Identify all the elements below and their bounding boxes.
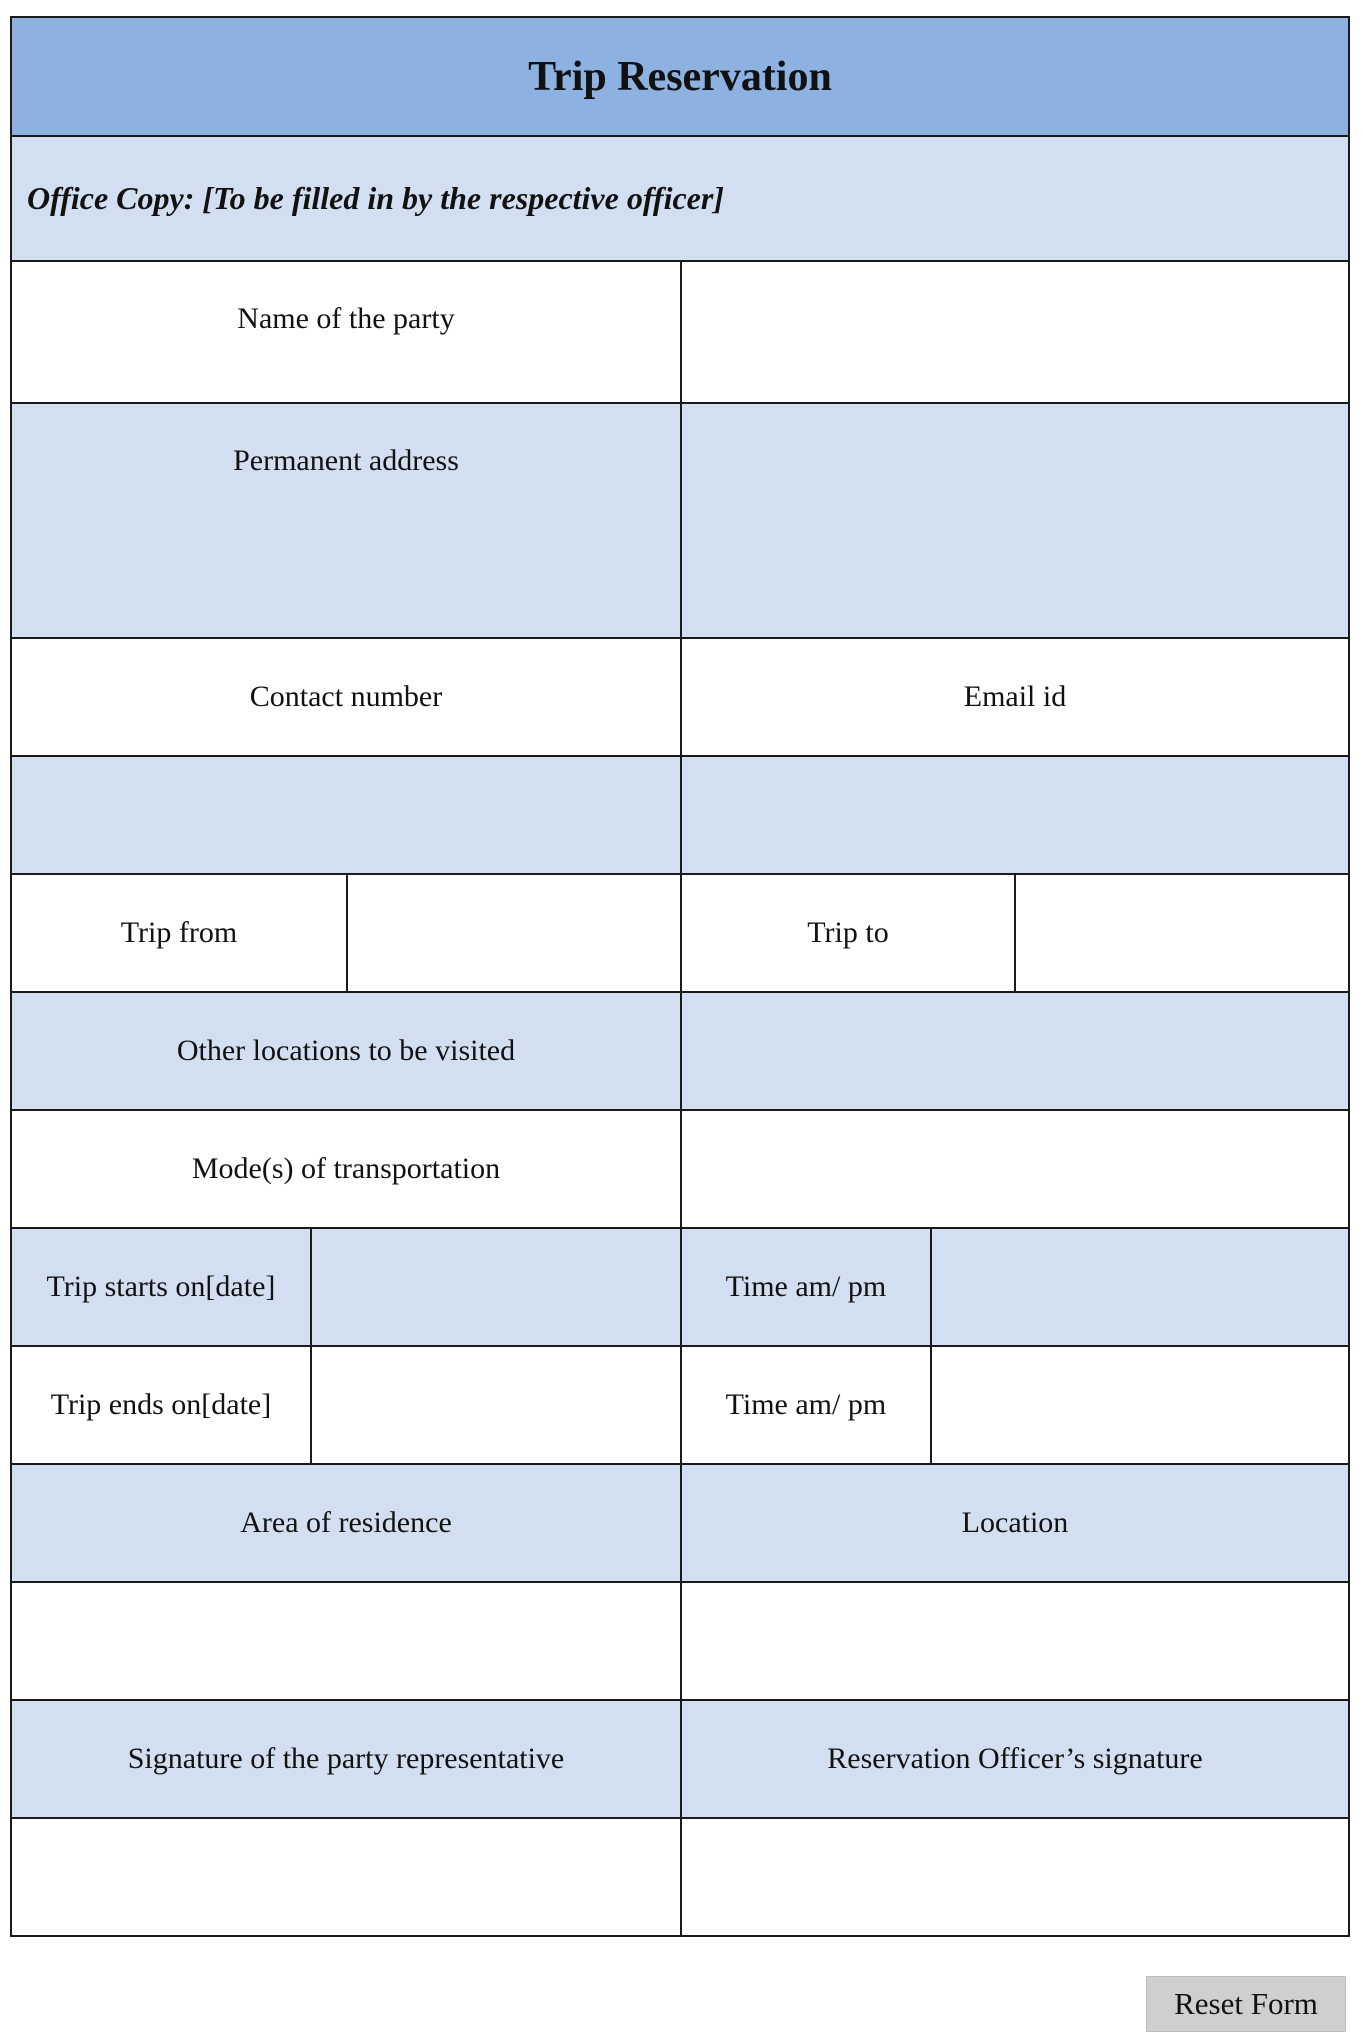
form-title: Trip Reservation bbox=[12, 18, 1348, 135]
trip-starts-label: Trip starts on[date] bbox=[46, 1270, 276, 1303]
end-time-label: Time am/ pm bbox=[680, 1347, 930, 1463]
start-time-label: Time am/ pm bbox=[680, 1229, 930, 1345]
party-signature-field[interactable] bbox=[12, 1819, 680, 1935]
residence-fields-row bbox=[12, 1581, 1348, 1699]
permanent-address-label: Permanent address bbox=[233, 444, 459, 477]
trip-ends-label: Trip ends on[date] bbox=[50, 1388, 272, 1421]
transportation-label: Mode(s) of transportation bbox=[191, 1152, 501, 1185]
residence-labels-row bbox=[12, 1463, 1348, 1581]
trip-from-field[interactable] bbox=[346, 875, 680, 991]
start-time-field[interactable] bbox=[930, 1229, 1348, 1345]
other-locations-field[interactable] bbox=[680, 993, 1348, 1109]
location-field[interactable] bbox=[680, 1583, 1348, 1699]
trip-route-row bbox=[12, 873, 1348, 991]
trip-to-field[interactable] bbox=[1014, 875, 1348, 991]
officer-signature-label: Reservation Officer’s signature bbox=[680, 1701, 1348, 1817]
contact-fields-row bbox=[12, 755, 1348, 873]
trip-ends-date-field[interactable] bbox=[310, 1347, 680, 1463]
officer-signature-field[interactable] bbox=[680, 1819, 1348, 1935]
title-row bbox=[12, 18, 1348, 135]
other-locations-label: Other locations to be visited bbox=[176, 1034, 516, 1067]
signature-labels-row bbox=[12, 1699, 1348, 1817]
transportation-row bbox=[12, 1109, 1348, 1227]
contact-number-label: Contact number bbox=[249, 680, 443, 713]
location-label: Location bbox=[680, 1465, 1348, 1581]
end-time-field[interactable] bbox=[930, 1347, 1348, 1463]
trip-reservation-form bbox=[10, 16, 1350, 1937]
signature-fields-row bbox=[12, 1817, 1348, 1935]
contact-labels-row bbox=[12, 637, 1348, 755]
party-name-field[interactable] bbox=[680, 262, 1348, 402]
permanent-address-field[interactable] bbox=[680, 404, 1348, 637]
trip-end-row bbox=[12, 1345, 1348, 1463]
address-row bbox=[12, 402, 1348, 637]
transportation-field[interactable] bbox=[680, 1111, 1348, 1227]
other-locations-row bbox=[12, 991, 1348, 1109]
contact-number-field[interactable] bbox=[12, 757, 680, 873]
area-of-residence-field[interactable] bbox=[12, 1583, 680, 1699]
reset-form-button[interactable]: Reset Form bbox=[1146, 1976, 1346, 2032]
party-signature-label: Signature of the party representative bbox=[127, 1742, 565, 1775]
area-of-residence-label: Area of residence bbox=[240, 1506, 452, 1539]
email-id-label: Email id bbox=[680, 639, 1348, 755]
office-copy-row bbox=[12, 135, 1348, 260]
party-name-row bbox=[12, 260, 1348, 402]
party-name-label: Name of the party bbox=[237, 302, 455, 335]
trip-to-label: Trip to bbox=[680, 875, 1014, 991]
trip-start-row bbox=[12, 1227, 1348, 1345]
trip-starts-date-field[interactable] bbox=[310, 1229, 680, 1345]
office-copy-note: Office Copy: [To be filled in by the respective officer] bbox=[12, 137, 1348, 260]
trip-from-label: Trip from bbox=[120, 916, 238, 949]
email-id-field[interactable] bbox=[680, 757, 1348, 873]
